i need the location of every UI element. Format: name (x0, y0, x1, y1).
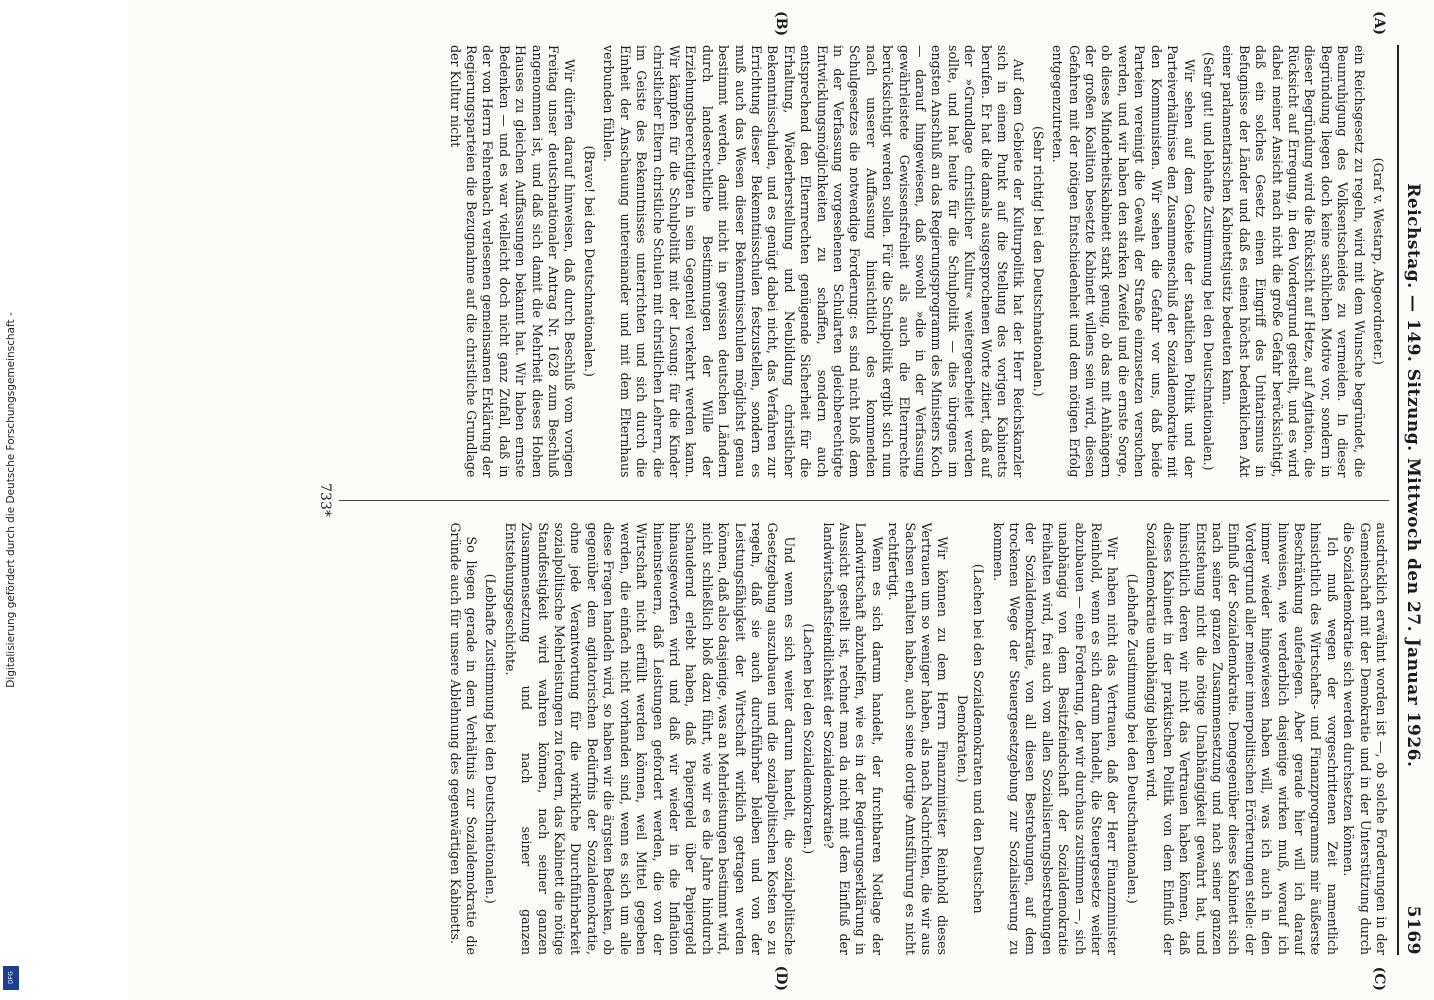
interjection: (Lachen bei den Sozialdemokraten.) (801, 623, 817, 855)
digitization-credit-text: Digitalisierung gefördert durch die Deutsche Forschungsgemeinschaft - (5, 312, 17, 688)
paragraph: ausdrücklich erwähnt worden ist —, ob solche Forderungen in der Gemeinschaft mit der Demokratie und in der Unterstützung durch die Sozialdemokratie sich werden durchsetzen können. (1341, 522, 1389, 955)
paragraph: Wir sehen auf dem Gebiete der staatlichen Politik und der Parteiverhältnisse den Zusammenschluß der Sozialdemokratie mit den Kommunisten. Wir sehen die Gefahr vor uns, daß beide Parteien vereinigt die Gewalt der Straße einzusetzen versuchen werden, und wir haben den starken Zweifel und die ernste Sorge, ob dieses Minderheitskabinett stark genug, ob das mit Anhängern der großen Koalition besetzte Kabinett willens sein wird, diesen Gefahren mit der nötigen Entschiedenheit und dem nötigen Erfolg entgegenzutreten. (1050, 45, 1197, 478)
paragraph: Wir können zu dem Herrn Finanzminister Reinhold dieses Vertrauen um so weniger haben, als nach Nachrichten, die wir aus Sachsen erhalten haben, auch seine dortige Amtsführung es nicht rechtfertigt. (886, 522, 951, 955)
paragraph: Wenn es sich darum handelt, der furchtbaren Notlage der Landwirtschaft abzuhelfen, wie es in der Regierungserklärung in Aussicht gestellt ist, rechnet man da nicht mit dem Einfluß der landwirtschaftsfeindlichkeit der Sozialdemokratie? (820, 522, 885, 955)
interjection: (Lebhafte Zustimmung bei den Deutschnationalen.) (1124, 573, 1140, 904)
sheet-number: 733* (317, 483, 333, 517)
paragraph: Auf dem Gebiete der Kulturpolitik hat der Herr Reichskanzler sich in einem Punkt auf die Stellung des vorigen Kabinetts berufen. Er hat die damals ausgesprochenen Worte zitiert, daß auf der »Grundlage christlicher Kultur« weitergearbeitet werden sollte, und hat heute für die Schulpolitik — dies übrigens im engsten Anschluß an das Regierungsprogramm des Ministers Koch — darauf hingewiesen, daß sowohl »die in der Verfassung gewährleistete Gewissensfreiheit als auch die Elternrechte berücksichtigt werden sollen. Für die Schulpolitik ergibt sich nun nach unserer Auffassung hinsichtlich des kommenden Schulgesetzes die notwendige Forderung: es sind nicht bloß dem in der Verfassung vorgesehenen Schularten gleichberechtigte Entwicklungsmöglichkeiten zu schaffen, sondern auch entsprechend den Elternrechten genügende Sicherheit für die Erhaltung, Wiederherstellung und Neubildung christlicher Bekenntnisschulen, und es genügt dabei nicht, das Verfahren zur Errichtung dieser Bekenntnisschulen festzustellen, sondern es muß auch das Wesen dieser Bekenntnisschulen möglichst genau bestimmt werden, damit nicht in gewissen deutschen Ländern durch landesrechtliche Bestimmungen der Wille der Erziehungsberechtigten in sein Gegenteil verkehrt werden kann. Wir kämpfen für die Schulpolitik mit der Losung: für die Kinder christlicher Eltern christliche Schulen mit christlichen Lehrern, die im Geiste des Bekenntnisses unterrichten und sich durch die Einheit der Anschauung untereinander und mit dem Elternhaus verbunden fühlen. (601, 45, 1027, 478)
scanned-sheet (128, 0, 1434, 1000)
rotated-page (251, 5, 1434, 995)
page-header (1397, 45, 1423, 955)
paragraph: Wir haben nicht das Vertrauen, daß der Herr Finanzminister Reinhold, wenn es sich darum handelt, die Steuergesetze weiter abzubauen — eine Forderung, der wir durchaus zustimmen —, sich unabhängig von dem Besitzfeindschaft der Sozialdemokratie freihalten wird, frei auch von allen Sozialisierungsbestrebungen der Sozialdemokratie, von all diesen Bestrebungen, auf dem trockenen Wege der Steuergesetzgebung zur Sozialisierung zu kommen. (990, 522, 1121, 955)
interjection: (Lebhafte Zustimmung bei den Deutschnationalen.) (483, 573, 499, 904)
paragraph: So liegen gerade in dem Verhältnis zur Sozialdemokratie die Gründe auch für unsere Ablehnung des gegenwärtigen Kabinetts. (447, 522, 480, 955)
interjection: (Bravo! bei den Deutschnationalen.) (581, 145, 597, 377)
text-columns (339, 11, 1389, 991)
page-header-title: Reichstag. — 149. Sitzung. Mittwoch den 27. Januar 1926. (1403, 183, 1423, 768)
margin-marker-b: (B) (773, 11, 789, 37)
margin-marker-d: (D) (773, 965, 789, 991)
dfg-logo: DFG (3, 966, 19, 990)
digitization-credit (0, 0, 22, 1000)
column-divider (339, 500, 1389, 501)
paragraph: Wir dürfen darauf hinweisen, daß durch Beschluß vom vorigen Freitag unser deutschnationaler Antrag Nr. 1628 zum Beschluß angenommen ist, und daß sich damit die Mehrheit dieses Hohen Hauses zu gleichen Auffassungen bekannt hat. Wir haben ernste Bedenken — und es war vielleicht doch nicht ganz Zufall, daß in der von Herrn Fehrenbach verlesenen gemeinsamen Erklärung der Regierungsparteien die Bezugnahme auf die christliche Grundlage der Kultur nicht (447, 45, 578, 478)
interjection: (Lachen bei den Sozialdemokraten und den Deutschen Demokraten.) (954, 563, 987, 914)
margin-marker-a: (A) (1371, 11, 1387, 36)
interjection: (Sehr gut! und lebhafte Zustimmung bei den Deutschnationalen.) (1200, 51, 1216, 471)
right-column (339, 523, 1389, 956)
paragraph: Ich muß wegen der vorgeschrittenen Zeit namentlich hinsichtlich des Wirtschafts- und Finanzprogramms mir äußerste Beschränkung auferlegen. Aber gerade hier will ich darauf hinweisen, wie verderblich dasjenige wirken muß, worauf ich immer wieder hingewiesen haben will, was ich auch in den Vordergrund aller meiner innerpolitischen Erörterungen stelle: der Einfluß der Sozialdemokratie. Demgegenüber dieses Kabinett sich nach seiner ganzen Zusammensetzung und nach seiner ganzen Entstehung nicht die nötige Unabhängigkeit gewahrt hat, und hinsichtlich deren wir nicht das Vertrauen haben können, daß dieses Kabinett in der praktischen Politik von dem Einfluß der Sozialdemokratie unabhängig bleiben wird. (1144, 522, 1340, 955)
speaker-label: (Graf v. Westarp, Abgeordneter.) (1371, 157, 1386, 365)
left-column (339, 45, 1389, 478)
margin-marker-c: (C) (1371, 966, 1387, 991)
paragraph: Und wenn es sich weiter darum handelt, die sozialpolitische Gesetzgebung auszubauen und die sozialpolitischen Kosten so zu regeln, daß sie auch durchführbar bleiben und von der Leistungsfähigkeit der Wirtschaft wirklich getragen werden können, daß also dasjenige, was an Mehrleistungen bestimmt wird, nicht schließlich bloß dazu führt, wie wir es die Jahre hindurch schaudernd erlebt haben, daß Papiergeld über Papiergeld hinausgeworfen wird und daß wir wieder in die Inflation hineinsteuern, daß Leistungen gefordert werden, die von der Wirtschaft nicht erfüllt werden können, weil Mittel gegeben werden, die einfach nicht vorhanden sind, wenn es sich um alle diese Fragen handeln wird, so haben wir die ärgsten Bedenken, ob gegenüber dem agitatorischen Bedürfnis der Sozialdemokratie, ohne jede Verantwortung für die wirkliche Durchführbarkeit sozialpolitische Mehrleistungen zu fordern, das Kabinett die nötige Standfestigkeit wird wahren können, nach seiner ganzen Zusammensetzung und nach seiner ganzen Entstehungsgeschichte. (502, 522, 797, 955)
paragraph: ein Reichsgesetz zu regeln, wird mit dem Wunsche begründet, die Beunruhigung des Volksentscheides zu vermeiden. In dieser Begründung liegen doch keine sachlichen Motive vor, sondern in dieser Begründung wird die Rücksicht auf Hetze, auf Agitation, die Rücksicht auf Erregung, in den Vordergrund gestellt, und es wird dabei meiner Ansicht nach nicht die große Gefahr berücksichtigt, daß ein solches Gesetz einen Eingriff des Unitarismus in Befugnisse der Länder und daß es einen höchst bedenklichen Akt einer parlamentarischen Kabinettsjustiz bedeuten kann. (1220, 45, 1367, 478)
page-number: 5169 (1403, 905, 1423, 955)
interjection: (Sehr richtig! bei den Deutschnationalen.) (1030, 126, 1046, 397)
